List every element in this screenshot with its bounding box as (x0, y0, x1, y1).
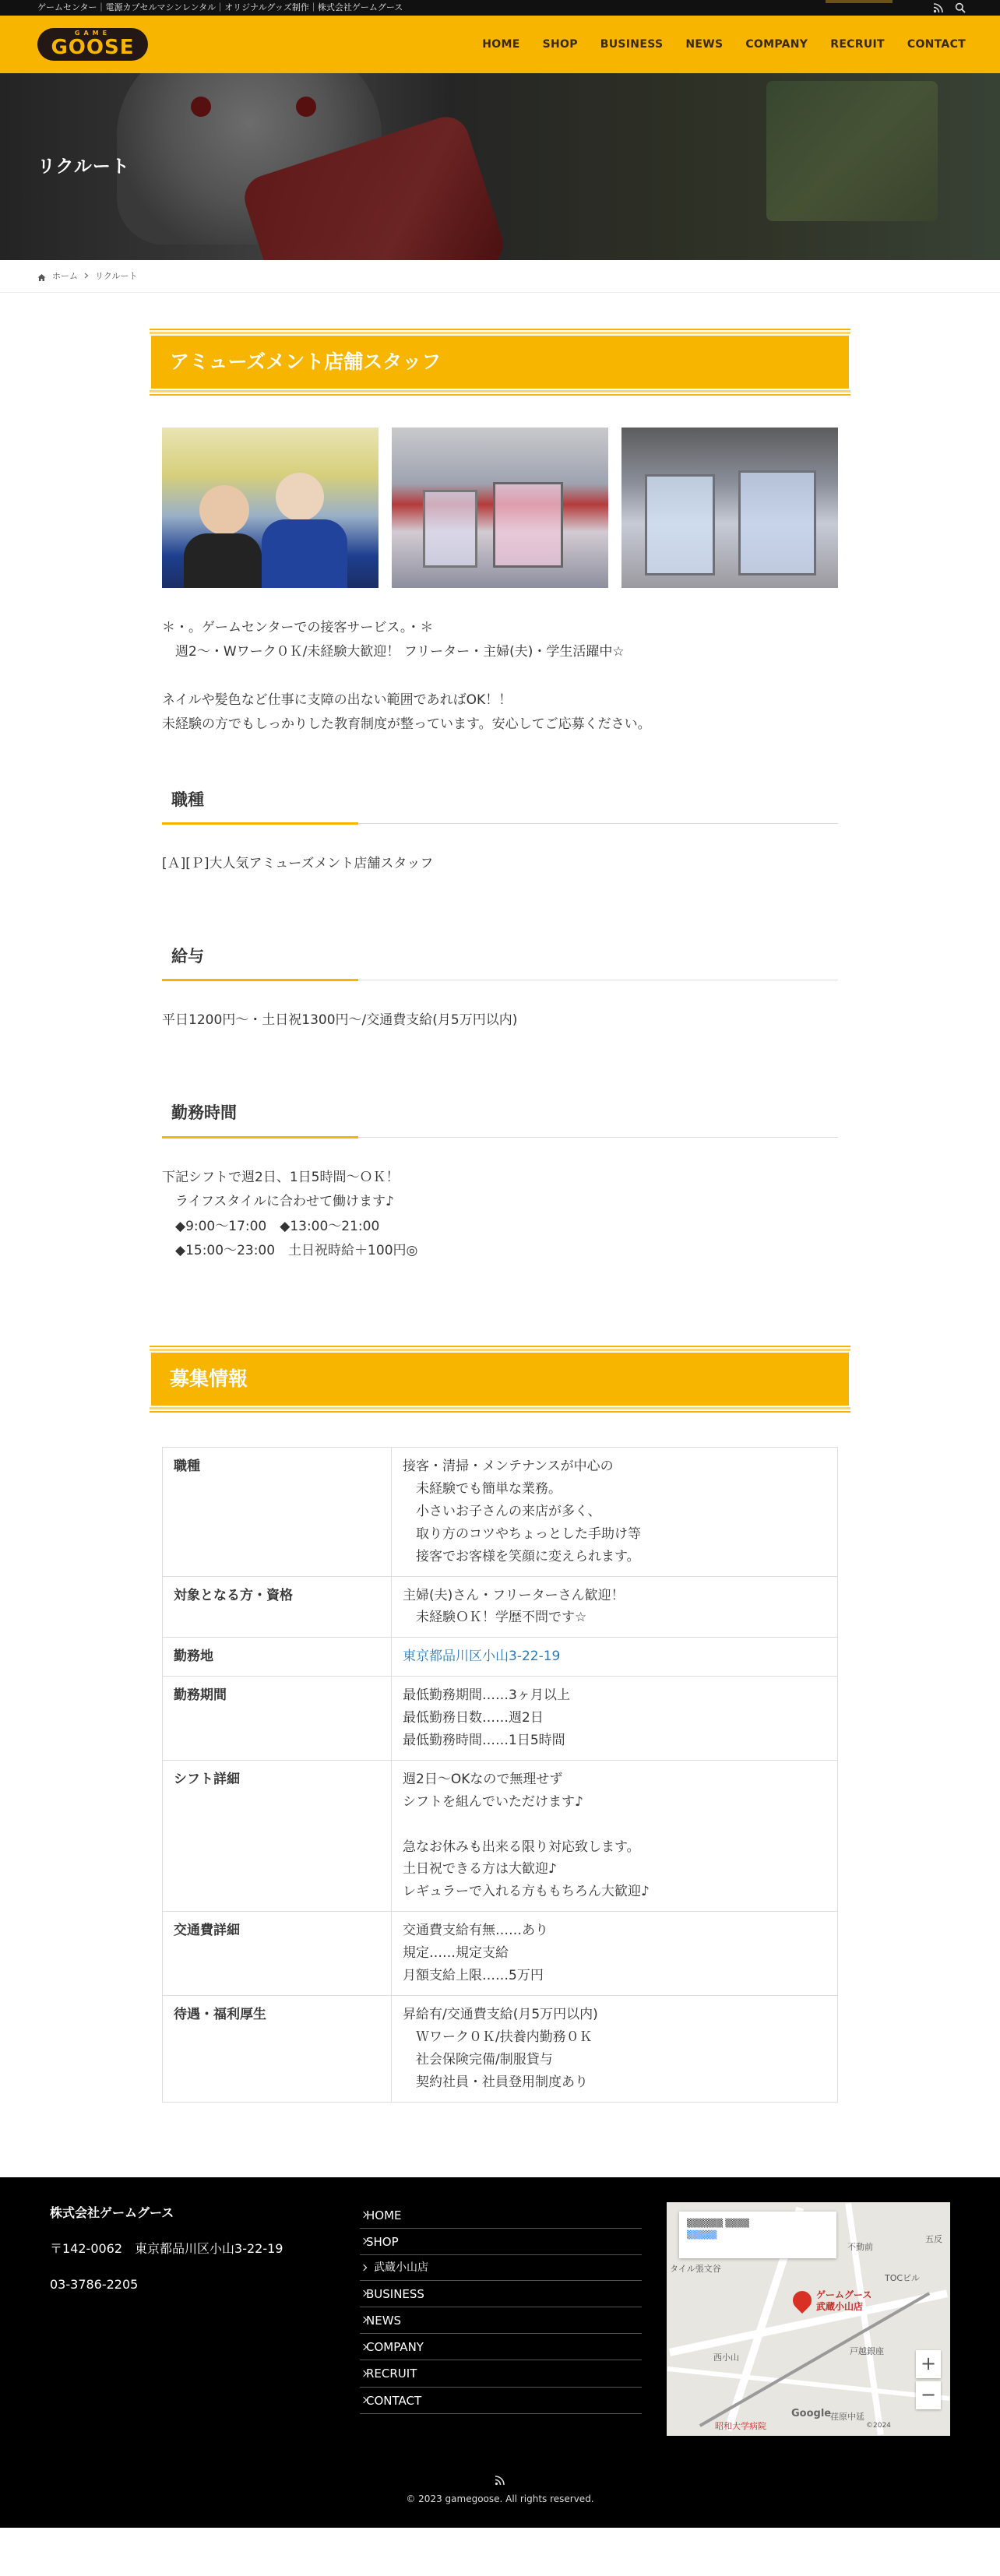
site-header (0, 16, 1000, 73)
nav-home[interactable]: HOME (482, 37, 520, 51)
site-footer (0, 2177, 1000, 2528)
map-pin-icon[interactable] (789, 2287, 815, 2314)
footer-phone: 03-3786-2205 (50, 2276, 139, 2292)
section-heading-salary: 給与 (162, 942, 838, 981)
footer-link-home[interactable]: HOME (360, 2202, 642, 2229)
staff-photo (162, 428, 379, 588)
row-label: 対象となる方・資格 (163, 1576, 392, 1638)
map-label: 西小山 (713, 2352, 739, 2363)
site-logo[interactable] (37, 28, 148, 61)
table-row (163, 1448, 838, 1576)
footer-company-info (50, 2202, 283, 2310)
intro-paragraph: ＊・。ゲームセンターでの接客サービス。・＊ 週2〜・Wワーク０Ｋ/未経験大歓迎！ フリーター・主婦(夫)・学生活躍中☆ (162, 619, 625, 660)
map-label: 荏原中延 (830, 2411, 864, 2422)
row-label: 交通費詳細 (163, 1912, 392, 1996)
footer-link-business[interactable]: BUSINESS (360, 2281, 642, 2307)
nav-recruit[interactable]: RECRUIT (830, 37, 885, 51)
row-label: 勤務期間 (163, 1677, 392, 1761)
chevron-right-icon (84, 269, 89, 283)
footer-company-name: 株式会社ゲームグース (50, 2205, 174, 2220)
map-zoom-in-button[interactable]: + (916, 2350, 941, 2378)
row-label: 勤務地 (163, 1638, 392, 1677)
breadcrumb-current: リクルート (95, 270, 138, 281)
job-title: アミューズメント店舗スタッフ (150, 332, 850, 392)
home-icon (37, 272, 46, 280)
row-value (392, 1638, 838, 1677)
footer-link-news[interactable]: NEWS (360, 2307, 642, 2334)
section-heading-job-type: 職種 (162, 786, 838, 825)
logo-big-text: GOOSE (51, 36, 135, 59)
map-label: 五反 (925, 2233, 942, 2244)
map-copyright: ©2024 (866, 2421, 891, 2430)
map-label: 戸越銀座 (850, 2345, 884, 2356)
footer-bottom (0, 2475, 1000, 2507)
row-value: 交通費支給有無……あり 規定……規定支給 月額支給上限……5万円 (392, 1912, 838, 1996)
row-label: 待遇・福利厚生 (163, 1995, 392, 2102)
top-info-bar (0, 0, 1000, 16)
nav-business[interactable]: BUSINESS (600, 37, 664, 51)
map-card-link[interactable]: ▒▒▒▒▒ (687, 2230, 717, 2240)
map-label: 不動前 (847, 2241, 873, 2252)
main-nav (482, 35, 966, 55)
recruit-info-title: 募集情報 (150, 1349, 850, 1409)
map-label: 昭和大学病院 (715, 2420, 766, 2431)
table-row (163, 1912, 838, 1996)
footer-link-contact[interactable]: CONTACT (360, 2388, 642, 2414)
site-description: ゲームセンター｜電源カプセルマシンレンタル｜オリジナルグッズ制作｜株式会社ゲームグース (37, 2, 403, 12)
map-info-card (679, 2212, 836, 2258)
footer-address: 〒142-0062 東京都品川区小山3-22-19 (50, 2240, 283, 2256)
map-zoom-out-button[interactable]: − (916, 2381, 941, 2409)
row-label: 職種 (163, 1448, 392, 1576)
search-icon[interactable] (955, 2, 966, 13)
section-body-hours: 下記シフトで週2日、1日5時間〜ＯＫ！ ライフスタイルに合わせて働けます♪ ◆9:00〜17:00 ◆13:00〜21:00 ◆15:00〜23:00 土日祝時給＋100円◎ (162, 1169, 418, 1258)
map-pin-label: ゲームグース 武蔵小山店 (816, 2289, 872, 2313)
footer-link-musashikoyama[interactable]: 武蔵小山店 (360, 2255, 642, 2281)
row-value: 昇給有/交通費支給(月5万円以内) Ｗワーク０Ｋ/扶養内勤務０Ｋ 社会保険完備/制服貸与 契約社員・社員登用制度あり (392, 1995, 838, 2102)
rss-icon[interactable] (933, 2, 944, 13)
footer-link-shop[interactable]: SHOP (360, 2229, 642, 2255)
store-interior-photo (392, 428, 608, 588)
table-row (163, 1995, 838, 2102)
job-photos (150, 428, 850, 588)
crane-machines-photo (621, 428, 838, 588)
map-card-title: ▒▒▒▒▒▒ ▒▒▒▒ (687, 2219, 750, 2228)
section-body-salary: 平日1200円〜・土日祝1300円〜/交通費支給(月5万円以内) (162, 1012, 518, 1029)
footer-link-company[interactable]: COMPANY (360, 2334, 642, 2360)
section-heading-hours: 勤務時間 (162, 1099, 838, 1138)
section-body-job-type: [Ａ][Ｐ]大人気アミューズメント店舗スタッフ (162, 856, 434, 872)
recruit-info-table (162, 1447, 838, 2102)
footer-link-recruit[interactable]: RECRUIT (360, 2360, 642, 2387)
row-label: シフト詳細 (163, 1760, 392, 1911)
map-label: TOCビル (885, 2272, 921, 2283)
nav-shop[interactable]: SHOP (542, 37, 578, 51)
map-label: タイル張文谷 (670, 2263, 721, 2274)
store-map[interactable] (667, 2202, 950, 2436)
page-title: リクルート (37, 157, 130, 177)
nav-news[interactable]: NEWS (685, 37, 724, 51)
rss-icon[interactable] (495, 2475, 505, 2486)
row-value: 接客・清掃・メンテナンスが中心の 未経験でも簡単な業務。 小さいお子さんの来店が多く、 取り方のコツやちょっとした手助け等 接客でお客様を笑顔に変えられます。 (392, 1448, 838, 1576)
footer-copyright: © 2023 gamegoose. All rights reserved. (406, 2493, 594, 2504)
main-content (150, 293, 850, 2103)
work-location-link[interactable]: 東京都品川区小山3-22-19 (403, 1649, 561, 1665)
row-value: 週2日〜OKなので無理せず シフトを組んでいただけます♪ 急なお休みも出来る限り対応致します。 土日祝できる方は大歓迎♪ レギュラーで入れる方ももちろん大歓迎♪ (392, 1760, 838, 1911)
page-hero (0, 73, 1000, 260)
table-row (163, 1677, 838, 1761)
nav-company[interactable]: COMPANY (745, 37, 808, 51)
nav-contact[interactable]: CONTACT (907, 37, 966, 51)
top-accent-strip (826, 0, 893, 3)
table-row (163, 1638, 838, 1677)
breadcrumb-home[interactable]: ホーム (52, 270, 78, 281)
hero-overlay (0, 73, 1000, 260)
google-logo: Google (791, 2407, 832, 2419)
footer-nav (360, 2202, 642, 2414)
row-value: 最低勤務期間……3ヶ月以上 最低勤務日数……週2日 最低勤務時間……1日5時間 (392, 1677, 838, 1761)
table-row (163, 1760, 838, 1911)
intro-paragraph: ネイルや髪色など仕事に支障の出ない範囲であればOK！！ 未経験の方でもしっかりした教育制度が整っています。安心してご応募ください。 (162, 692, 651, 733)
logo-small-text: GAME (74, 30, 111, 37)
table-row (163, 1576, 838, 1638)
row-value: 主婦(夫)さん・フリーターさん歓迎！ 未経験ＯＫ！学歴不問です☆ (392, 1576, 838, 1638)
job-intro (150, 616, 850, 737)
breadcrumb (0, 260, 1000, 293)
